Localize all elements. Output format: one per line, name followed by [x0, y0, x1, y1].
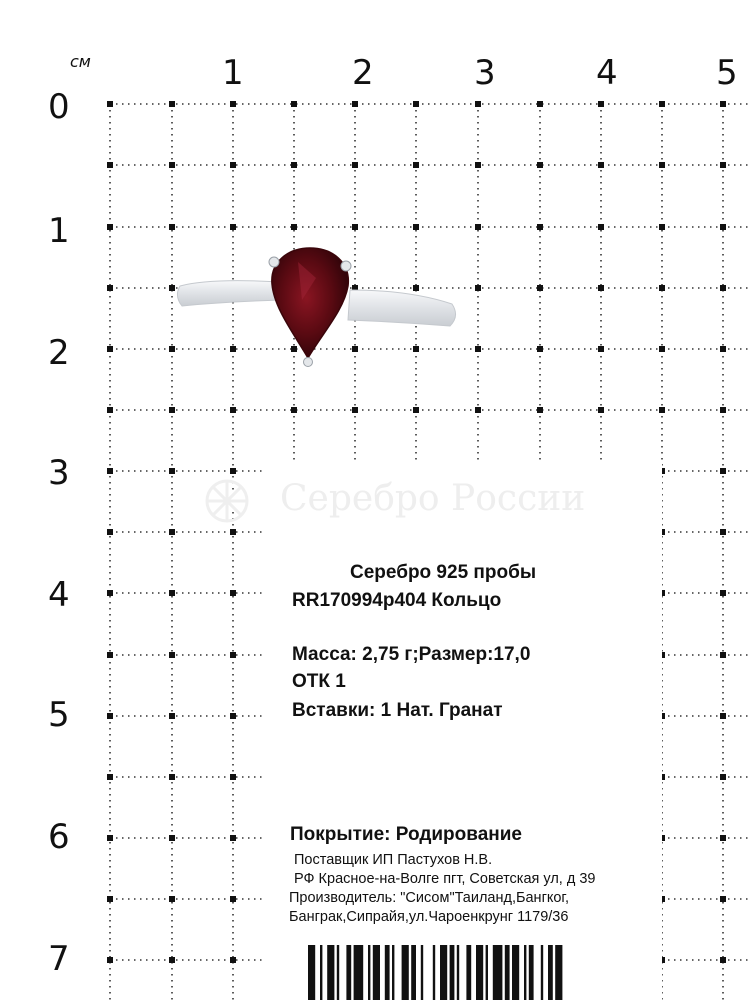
label-address: РФ Красное-на-Волге пгт, Советская ул, д 39 [294, 871, 596, 887]
barcode [308, 945, 612, 1000]
barcode-bar [466, 945, 471, 1000]
grid-node [169, 590, 175, 596]
barcode-bar [373, 945, 380, 1000]
grid-node [352, 101, 358, 107]
grid-node [169, 957, 175, 963]
label-article: RR170994р404 Кольцо [292, 590, 502, 611]
ruler-top-4: 4 [596, 53, 618, 93]
grid-node [720, 590, 726, 596]
ruler-left-1: 1 [48, 211, 70, 251]
barcode-bar [505, 945, 510, 1000]
grid-node [475, 346, 481, 352]
grid-node [413, 407, 419, 413]
grid-node [230, 957, 236, 963]
watermark-logo-icon [198, 474, 256, 528]
grid-node [230, 835, 236, 841]
barcode-bar [346, 945, 351, 1000]
grid-node [230, 407, 236, 413]
barcode-bar [440, 945, 447, 1000]
grid-node [720, 285, 726, 291]
grid-node [107, 896, 113, 902]
grid-node [537, 407, 543, 413]
barcode-bar [512, 945, 519, 1000]
barcode-bar [555, 945, 562, 1000]
grid-node [169, 407, 175, 413]
grid-node [537, 162, 543, 168]
grid-node [169, 652, 175, 658]
barcode-bar [320, 945, 322, 1000]
grid-node [475, 224, 481, 230]
grid-node [107, 590, 113, 596]
grid-node [107, 835, 113, 841]
label-inserts: Вставки: 1 Нат. Гранат [292, 700, 503, 721]
grid-node [720, 346, 726, 352]
grid-node [169, 896, 175, 902]
barcode-bar [541, 945, 543, 1000]
grid-node [107, 774, 113, 780]
grid-node [413, 224, 419, 230]
barcode-bar [402, 945, 409, 1000]
grid-node [107, 224, 113, 230]
grid-node [352, 162, 358, 168]
barcode-bar [421, 945, 423, 1000]
ruler-top-5: 5 [716, 53, 738, 93]
grid-node [230, 590, 236, 596]
grid-node [291, 101, 297, 107]
ruler-left-6: 6 [48, 817, 70, 857]
grid-node [720, 407, 726, 413]
grid-node [537, 346, 543, 352]
ring-band-right [348, 290, 456, 326]
unit-label: см [70, 52, 91, 71]
grid-node [107, 957, 113, 963]
label-mass-size: Масса: 2,75 г;Размер:17,0 [292, 644, 531, 665]
grid-node [720, 162, 726, 168]
grid-node [659, 162, 665, 168]
grid-node [107, 285, 113, 291]
grid-node [169, 713, 175, 719]
ruler-left-3: 3 [48, 453, 70, 493]
grid-node [598, 101, 604, 107]
grid-node [659, 101, 665, 107]
grid-node [659, 224, 665, 230]
grid-node [720, 774, 726, 780]
grid-node [169, 774, 175, 780]
grid-node [230, 652, 236, 658]
grid-node [720, 101, 726, 107]
grid-node [475, 285, 481, 291]
grid-node [537, 224, 543, 230]
grid-node [230, 101, 236, 107]
label-coating: Покрытие: Родирование [290, 824, 522, 845]
prong-left [269, 257, 279, 267]
grid-node [720, 835, 726, 841]
grid-node [475, 407, 481, 413]
grid-node [598, 346, 604, 352]
ruler-top-3: 3 [474, 53, 496, 93]
prong-bottom [304, 358, 313, 367]
label-metal-grade: Серебро 925 пробы [350, 562, 537, 583]
grid-node [537, 101, 543, 107]
watermark-text: Серебро России [280, 478, 586, 519]
prong-right [341, 261, 351, 271]
barcode-bar [524, 945, 526, 1000]
barcode-bar [450, 945, 455, 1000]
grid-node [720, 957, 726, 963]
ruler-left-5: 5 [48, 695, 70, 735]
grid-node [413, 101, 419, 107]
grid-node [720, 529, 726, 535]
grid-node [230, 529, 236, 535]
grid-node [720, 468, 726, 474]
grid-node [720, 652, 726, 658]
grid-node [107, 713, 113, 719]
grid-node [230, 162, 236, 168]
grid-node [598, 224, 604, 230]
grid-node [291, 407, 297, 413]
barcode-bar [337, 945, 339, 1000]
barcode-bar [368, 945, 370, 1000]
grid-node [720, 896, 726, 902]
grid-node [720, 713, 726, 719]
grid-node [169, 468, 175, 474]
grid-node [659, 285, 665, 291]
barcode-bar [486, 945, 488, 1000]
ruler-left-2: 2 [48, 333, 70, 373]
grid-node [352, 407, 358, 413]
grid-node [169, 162, 175, 168]
grid-node [230, 224, 236, 230]
barcode-bar [529, 945, 534, 1000]
grid-node [169, 101, 175, 107]
grid-node [598, 285, 604, 291]
grid-node [291, 162, 297, 168]
barcode-bar [411, 945, 416, 1000]
barcode-bar [493, 945, 503, 1000]
barcode-bar [308, 945, 315, 1000]
grid-node [107, 101, 113, 107]
barcode-bar [433, 945, 435, 1000]
barcode-bar [385, 945, 390, 1000]
grid-node [230, 774, 236, 780]
grid-node [659, 407, 665, 413]
ruler-left-4: 4 [48, 575, 70, 615]
barcode-bar [457, 945, 459, 1000]
barcode-bar [327, 945, 334, 1000]
barcode-bar [548, 945, 553, 1000]
grid-node [352, 224, 358, 230]
barcode-bar [392, 945, 394, 1000]
barcode-bar [354, 945, 364, 1000]
grid-node [720, 224, 726, 230]
grid-node [107, 652, 113, 658]
grid-node [598, 407, 604, 413]
grid-node [107, 162, 113, 168]
garnet-stone [272, 248, 348, 358]
grid-node [169, 529, 175, 535]
grid-node [291, 224, 297, 230]
grid-node [413, 162, 419, 168]
grid-node [107, 468, 113, 474]
grid-node [230, 713, 236, 719]
ring-band [177, 281, 282, 306]
label-supplier: Поставщик ИП Пастухов Н.В. [294, 852, 493, 868]
ruler-left-7: 7 [48, 939, 70, 979]
label-otk: ОТК 1 [292, 671, 346, 692]
barcode-bar [476, 945, 483, 1000]
ruler-top-2: 2 [352, 53, 374, 93]
grid-node [475, 101, 481, 107]
grid-node [598, 162, 604, 168]
ring-photo [170, 238, 460, 378]
grid-node [169, 224, 175, 230]
label-producer-address: Банграк,Сипрайя,ул.Чароенкрунг 1179/36 [289, 909, 569, 925]
grid-node [107, 346, 113, 352]
label-producer: Производитель: "Сисом"Таиланд,Бангког, [289, 890, 569, 906]
grid-node [107, 529, 113, 535]
grid-node [475, 162, 481, 168]
grid-node [537, 285, 543, 291]
grid-node [230, 896, 236, 902]
grid-node [107, 407, 113, 413]
ruler-top-1: 1 [222, 53, 244, 93]
grid-node [169, 835, 175, 841]
ruler-left-0: 0 [48, 87, 70, 127]
grid-node [659, 346, 665, 352]
